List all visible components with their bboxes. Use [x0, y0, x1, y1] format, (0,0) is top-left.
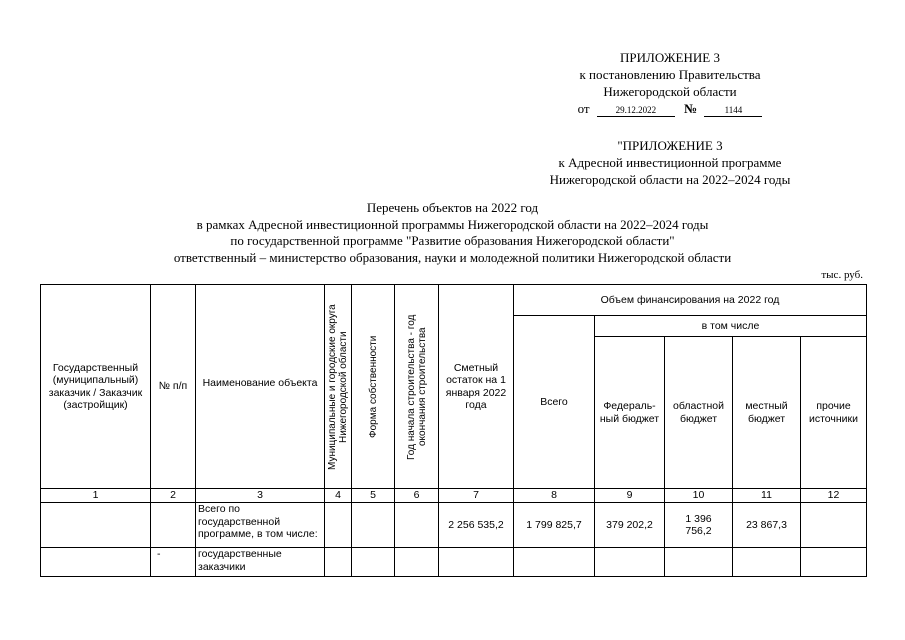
column-number: 11 — [733, 489, 801, 503]
title-line1: Перечень объектов на 2022 год — [366, 200, 539, 215]
cell-customer — [41, 503, 151, 548]
table-row — [41, 503, 867, 548]
column-number: 5 — [352, 489, 395, 503]
cell-num: - — [151, 548, 196, 577]
column-number: 1 — [41, 489, 151, 503]
cell-regional: 1 396 756,2 — [665, 503, 733, 548]
appendix-title: ПРИЛОЖЕНИЕ 3 — [620, 50, 720, 65]
title-line2: в рамках Адресной инвестиционной программы Нижегородской области на 2022–2024 годы — [196, 216, 709, 232]
cell-total: 1 799 825,7 — [514, 503, 595, 548]
column-number: 12 — [801, 489, 867, 503]
decree-date: 29.12.2022 — [597, 104, 675, 117]
cell-years — [395, 548, 439, 577]
cell-num — [151, 503, 196, 548]
header-years: Год начала строительства - год окончания строительства — [395, 285, 439, 489]
from-label: от — [577, 101, 590, 116]
header-num: № п/п — [151, 285, 196, 489]
column-number: 7 — [439, 489, 514, 503]
column-number: 8 — [514, 489, 595, 503]
appendix-program-title: "ПРИЛОЖЕНИЕ 3 — [617, 138, 723, 153]
cell-regional — [665, 548, 733, 577]
appendix-program-line2: Нижегородской области на 2022–2024 годы — [549, 172, 791, 187]
cell-years — [395, 503, 439, 548]
cell-federal: 379 202,2 — [595, 503, 665, 548]
column-numbers-row — [41, 489, 867, 503]
header-estimate: Сметный остаток на 1 января 2022 года — [439, 285, 514, 489]
cell-federal — [595, 548, 665, 577]
table-row — [41, 548, 867, 577]
header-including: в том числе — [595, 316, 867, 337]
header-district: Муниципальные и городские округа Нижегородской области — [325, 285, 352, 489]
header-other: прочие источники — [801, 337, 867, 489]
decree-number: 1144 — [704, 104, 762, 117]
header-local: местный бюджет — [733, 337, 801, 489]
cell-local: 23 867,3 — [733, 503, 801, 548]
header-regional: областной бюджет — [665, 337, 733, 489]
header-customer: Государственный (муниципальный) заказчик / Заказчик (застройщик) — [41, 285, 151, 489]
column-number: 10 — [665, 489, 733, 503]
number-label: № — [684, 101, 698, 116]
units-label: тыс. руб. — [821, 269, 863, 281]
header-ownership: Форма собственности — [352, 285, 395, 489]
document-title — [60, 200, 845, 266]
column-number: 6 — [395, 489, 439, 503]
cell-other — [801, 503, 867, 548]
column-number: 3 — [196, 489, 325, 503]
header-total: Всего — [514, 316, 595, 489]
header-funding: Объем финансирования на 2022 год — [514, 285, 867, 316]
cell-object: государственные заказчики — [196, 548, 325, 577]
column-number: 9 — [595, 489, 665, 503]
cell-estimate — [439, 548, 514, 577]
appendix-decree-block — [480, 49, 860, 117]
cell-other — [801, 548, 867, 577]
cell-district — [325, 548, 352, 577]
objects-table — [40, 284, 867, 577]
cell-estimate: 2 256 535,2 — [439, 503, 514, 548]
appendix-line1: к постановлению Правительства — [579, 67, 761, 82]
title-line4: ответственный – министерство образования, науки и молодежной политики Нижегородской области — [173, 249, 732, 265]
appendix-dateline — [578, 100, 763, 117]
column-number: 2 — [151, 489, 196, 503]
header-object: Наименование объекта — [196, 285, 325, 489]
cell-ownership — [352, 548, 395, 577]
cell-ownership — [352, 503, 395, 548]
column-number: 4 — [325, 489, 352, 503]
cell-total — [514, 548, 595, 577]
cell-district — [325, 503, 352, 548]
cell-local — [733, 548, 801, 577]
cell-object: Всего по государственной программе, в том числе: — [196, 503, 325, 548]
title-line3: по государственной программе "Развитие образования Нижегородской области" — [230, 233, 675, 248]
header-federal: Федераль-ный бюджет — [595, 337, 665, 489]
appendix-program-block — [480, 137, 860, 188]
appendix-program-line1: к Адресной инвестиционной программе — [558, 155, 782, 170]
cell-customer — [41, 548, 151, 577]
appendix-line2: Нижегородской области — [603, 84, 737, 99]
